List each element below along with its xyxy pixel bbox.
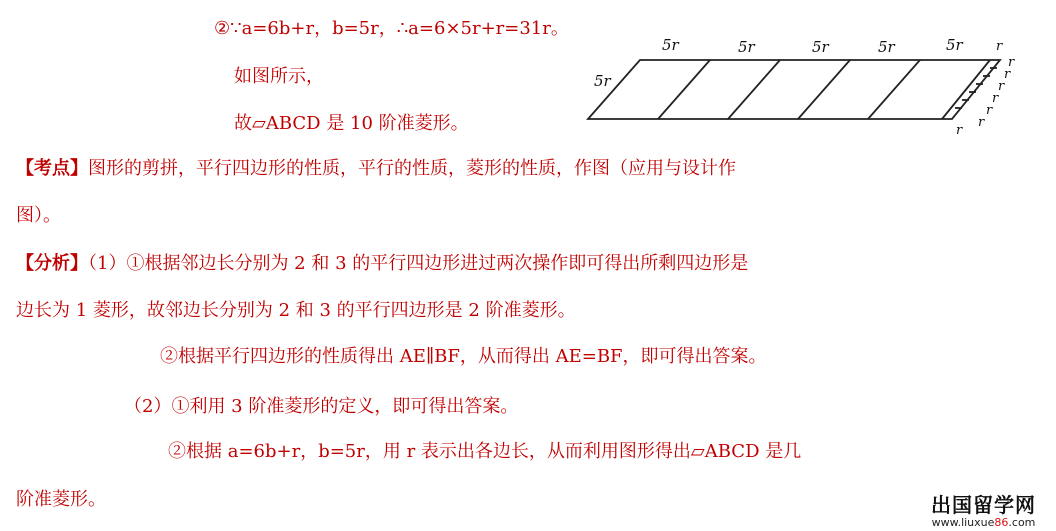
fenxi-tag: 【分析】 [16,253,88,274]
fenxi-line-5: ②根据 a=6b+r，b=5r，用 r 表示出各边长，从而利用图形得出▱ABCD 是几 [168,441,802,462]
fenxi-line-6: 阶准菱形。 [16,489,106,510]
r-label-3: r [998,79,1005,94]
watermark [931,493,1036,529]
kaodian-tag: 【考点】 [16,158,88,179]
divider-4 [868,60,920,119]
r-label-4: r [992,91,999,106]
top-label-3: 5r [812,38,829,56]
r-label-top: r [996,39,1003,54]
top-label-4: 5r [878,38,895,56]
fenxi-line-2: 边长为 1 菱形，故邻边长分别为 2 和 3 的平行四边形是 2 阶准菱形。 [16,300,576,321]
top-label-1: 5r [662,36,679,54]
watermark-url-accent: 86 [994,516,1009,529]
divider-2 [728,60,780,119]
fenxi-line-4: （2）①利用 3 阶准菱形的定义，即可得出答案。 [124,396,519,417]
r-label-6: r [978,115,985,130]
divider-3 [798,60,850,119]
top-label-5: 5r [946,36,963,54]
r-label-bottom: r [956,123,963,138]
watermark-url [931,517,1036,529]
divider-1 [658,60,710,119]
r-label-1: r [1008,55,1015,70]
solution-line-3: 故▱ABCD 是 10 阶准菱形。 [234,113,469,134]
fenxi-line-1 [16,253,748,275]
parallelogram-diagram [580,28,1020,148]
side-label: 5r [594,72,611,90]
solution-line-2: 如图所示， [234,66,324,87]
divider-5 [942,60,990,119]
r-label-2: r [1004,67,1011,82]
fenxi-text-1: （1）①根据邻边长分别为 2 和 3 的平行四边形进过两次操作即可得出所剩四边形是 [88,253,749,274]
solution-line-1: ②∵a=6b+r，b=5r，∴a=6×5r+r=31r。 [214,18,569,39]
watermark-url-suffix: .com [1008,516,1036,529]
kaodian-text: 图形的剪拼，平行四边形的性质，平行的性质，菱形的性质，作图（应用与设计作 [88,158,736,179]
top-label-2: 5r [738,38,755,56]
r-label-5: r [986,103,993,118]
watermark-title: 出国留学网 [931,493,1036,517]
fenxi-line-3: ②根据平行四边形的性质得出 AE∥BF，从而得出 AE=BF，即可得出答案。 [160,346,767,367]
watermark-url-prefix: www.liuxue [931,516,995,529]
kaodian-continuation: 图）。 [16,205,61,226]
parallelogram-outline [588,60,1000,119]
kaodian-line [16,158,736,180]
